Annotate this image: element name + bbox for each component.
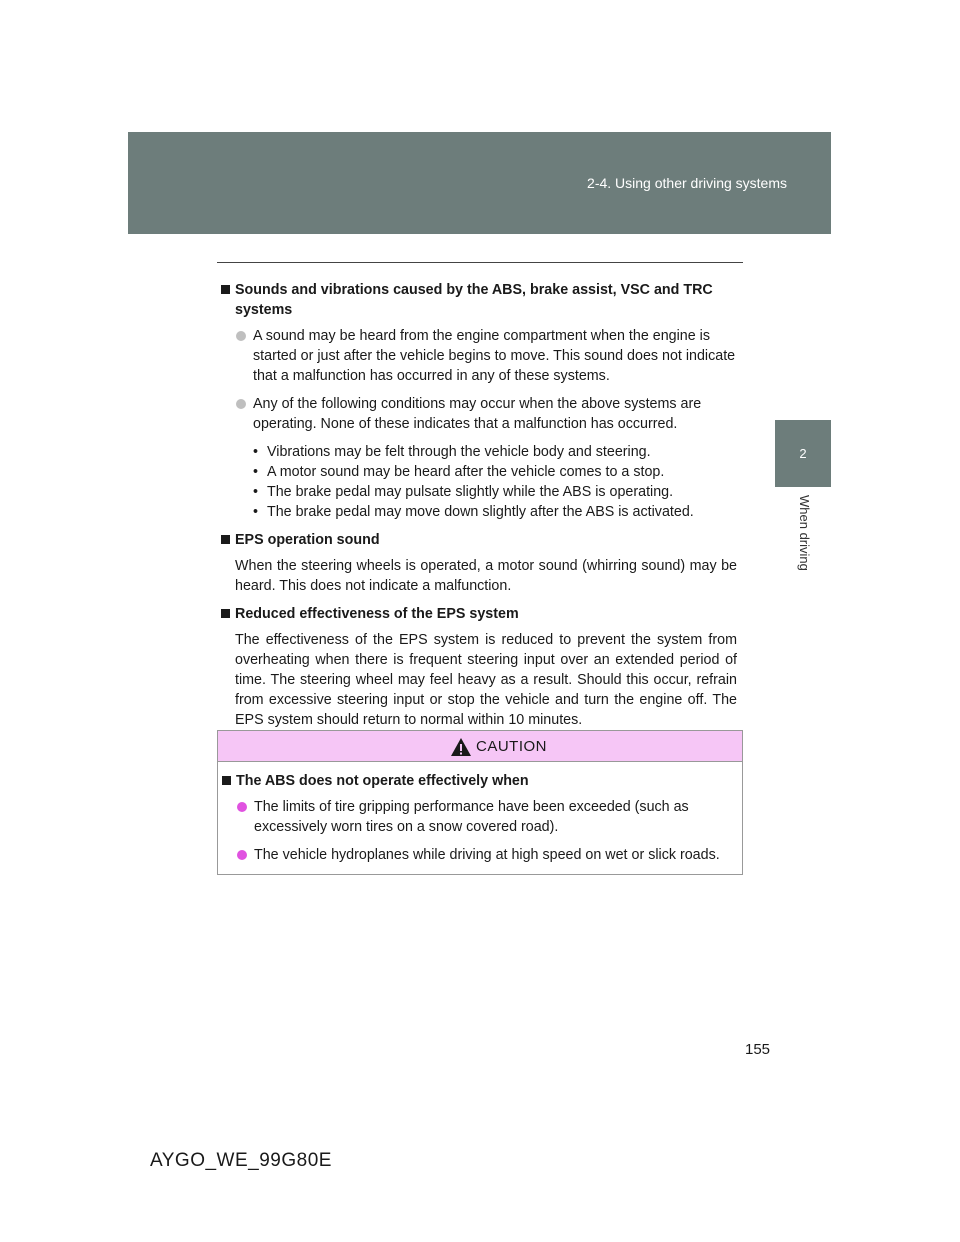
list-item-text: Any of the following conditions may occur when the above systems are operating. None of these indicates that a malfunction has occurred.: [253, 396, 702, 432]
square-bullet-icon: [221, 285, 230, 294]
square-bullet-icon: [221, 535, 230, 544]
paragraph: The effectiveness of the EPS system is reduced to prevent the system from overheating when there is frequent steering input over an extended period of time. The steering wheel may feel heavy as a result. Should this occur, refrain from excessive steering input or stop the vehicle and turn the engine off. The EPS system should return to normal within 10 minutes.: [235, 632, 737, 728]
list-item: [218, 845, 738, 865]
section-heading: [217, 530, 737, 550]
chapter-number: 2: [799, 446, 807, 461]
paragraph: When the steering wheels is operated, a motor sound (whirring sound) may be heard. This does not indicate a malfunction.: [235, 558, 737, 594]
section-heading: [217, 280, 737, 320]
dot-marker: •: [253, 444, 259, 460]
circle-bullet-icon: [236, 331, 246, 341]
section-divider: [217, 262, 743, 263]
document-code: AYGO_WE_99G80E: [150, 1150, 332, 1171]
main-content: [217, 280, 737, 738]
caution-body: [218, 771, 738, 873]
list-item-text: The limits of tire gripping performance have been exceeded (such as excessively worn tires on a snow covered road).: [254, 799, 689, 835]
sub-item-text: A motor sound may be heard after the vehicle comes to a stop.: [267, 464, 665, 480]
dot-marker: •: [253, 484, 259, 500]
circle-bullet-icon: [236, 399, 246, 409]
square-bullet-icon: [222, 776, 231, 785]
sub-list-item: [253, 462, 737, 482]
section-title: 2-4. Using other driving systems: [587, 175, 787, 191]
list-item-text: A sound may be heard from the engine compartment when the engine is started or just after the vehicle begins to move. This sound does not indicate that a malfunction has occurred in any of these systems.: [253, 328, 736, 384]
sub-list: [217, 442, 737, 522]
sub-item-text: The brake pedal may move down slightly after the ABS is activated.: [267, 504, 694, 520]
section-heading: [217, 604, 737, 624]
list-item: [217, 326, 737, 386]
sub-list-item: [253, 482, 737, 502]
caution-title: CAUTION: [476, 738, 547, 755]
caution-heading: [218, 771, 738, 791]
heading-text: Sounds and vibrations caused by the ABS, brake assist, VSC and TRC systems: [235, 282, 713, 318]
heading-text: EPS operation sound: [235, 532, 380, 548]
warning-triangle-icon: [450, 737, 472, 757]
sub-list-item: [253, 442, 737, 462]
list-item-text: The vehicle hydroplanes while driving at high speed on wet or slick roads.: [254, 847, 720, 863]
sub-item-text: The brake pedal may pulsate slightly while the ABS is operating.: [267, 484, 674, 500]
dot-marker: •: [253, 504, 259, 520]
chapter-tab[interactable]: [775, 420, 831, 487]
square-bullet-icon: [221, 609, 230, 618]
caution-header: [218, 731, 742, 762]
dot-marker: •: [253, 464, 259, 480]
header-band: [128, 132, 831, 234]
circle-bullet-icon: [237, 850, 247, 860]
page-number: 155: [745, 1041, 771, 1058]
list-item: [217, 394, 737, 434]
heading-text: The ABS does not operate effectively when: [236, 773, 529, 789]
caution-box: [217, 730, 743, 875]
sub-list-item: [253, 502, 737, 522]
heading-text: Reduced effectiveness of the EPS system: [235, 606, 519, 622]
circle-bullet-icon: [237, 802, 247, 812]
list-item: [218, 797, 738, 837]
sub-item-text: Vibrations may be felt through the vehicle body and steering.: [267, 444, 651, 460]
chapter-label: When driving: [797, 495, 812, 571]
